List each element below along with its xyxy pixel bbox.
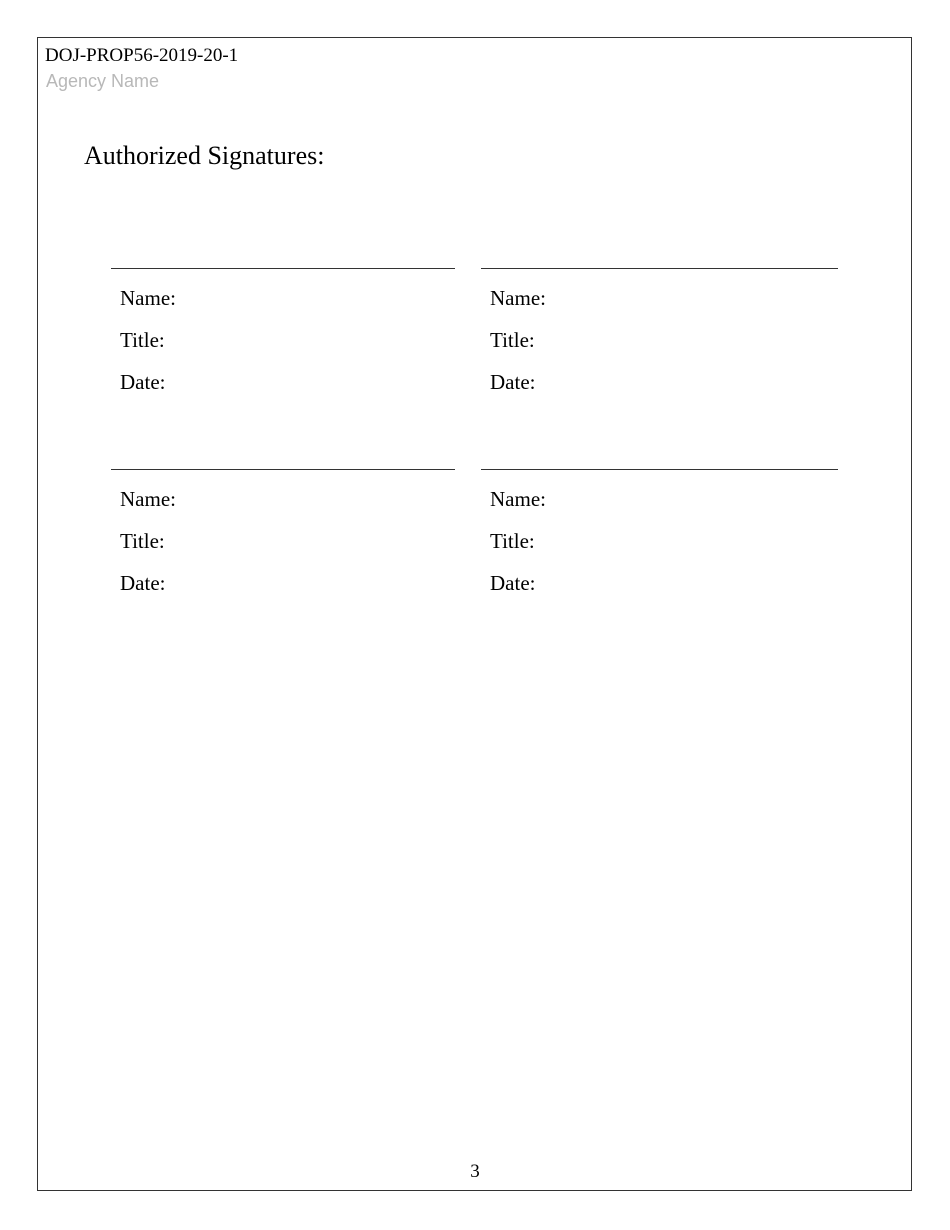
name-label: Name: [120, 487, 176, 511]
signature-block [481, 268, 838, 398]
page-border [37, 37, 912, 1191]
date-label: Date: [490, 370, 536, 394]
date-label: Date: [490, 571, 536, 595]
page-heading: Authorized Signatures: [84, 141, 325, 170]
signature-block [111, 469, 455, 599]
name-label: Name: [120, 286, 176, 310]
signature-block [481, 469, 838, 599]
name-label: Name: [490, 286, 546, 310]
title-label: Title: [490, 529, 535, 553]
name-label: Name: [490, 487, 546, 511]
title-label: Title: [120, 328, 165, 352]
document-id: DOJ-PROP56-2019-20-1 [45, 45, 239, 66]
date-label: Date: [120, 571, 166, 595]
title-label: Title: [120, 529, 165, 553]
title-label: Title: [490, 328, 535, 352]
agency-name-placeholder: Agency Name [46, 71, 160, 91]
page-number: 3 [470, 1161, 480, 1182]
signature-block [111, 268, 455, 398]
signature-line [481, 469, 838, 470]
signature-line [481, 268, 838, 269]
date-label: Date: [120, 370, 166, 394]
signature-line [111, 268, 455, 269]
signature-line [111, 469, 455, 470]
